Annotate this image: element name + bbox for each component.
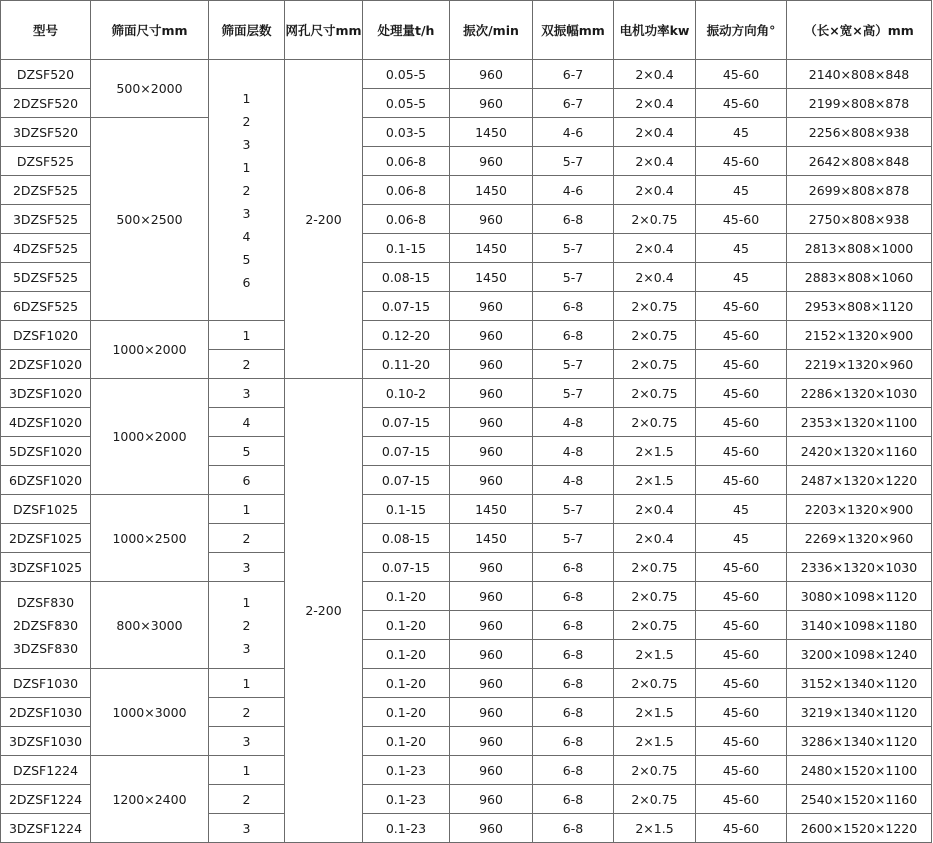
amplitude-cell: 4-8	[533, 466, 614, 495]
capacity-cell: 0.07-15	[363, 408, 450, 437]
model-cell: 5DZSF1020	[1, 437, 91, 466]
amplitude-cell: 5-7	[533, 350, 614, 379]
header-amplitude: 双振幅mm	[533, 1, 614, 60]
frequency-cell: 960	[450, 669, 533, 698]
frequency-cell: 960	[450, 205, 533, 234]
power-cell: 2×0.75	[614, 408, 696, 437]
angle-cell: 45-60	[696, 321, 787, 350]
capacity-cell: 0.1-23	[363, 785, 450, 814]
layers-cell: 3	[209, 553, 285, 582]
angle-cell: 45	[696, 118, 787, 147]
table-row	[1, 379, 932, 408]
frequency-cell: 960	[450, 698, 533, 727]
model-cell: 3DZSF1020	[1, 379, 91, 408]
header-vibration-angle: 振动方向角°	[696, 1, 787, 60]
angle-cell: 45-60	[696, 611, 787, 640]
capacity-cell: 0.1-23	[363, 814, 450, 843]
model-cell: 2DZSF1025	[1, 524, 91, 553]
layer-value: 1	[242, 159, 251, 175]
angle-cell: 45-60	[696, 756, 787, 785]
model-cell: 3DZSF1030	[1, 727, 91, 756]
table-row	[1, 321, 932, 350]
angle-cell: 45-60	[696, 89, 787, 118]
amplitude-cell: 6-8	[533, 321, 614, 350]
layers-cell	[209, 582, 285, 669]
model-value: 2DZSF830	[12, 617, 79, 633]
dimensions-cell: 3140×1098×1180	[787, 611, 932, 640]
amplitude-cell: 5-7	[533, 147, 614, 176]
amplitude-cell: 6-8	[533, 553, 614, 582]
power-cell: 2×0.4	[614, 495, 696, 524]
power-cell: 2×1.5	[614, 640, 696, 669]
power-cell: 2×1.5	[614, 466, 696, 495]
header-dimensions: （长×宽×高）mm	[787, 1, 932, 60]
frequency-cell: 960	[450, 611, 533, 640]
angle-cell: 45-60	[696, 350, 787, 379]
model-cell: DZSF1025	[1, 495, 91, 524]
frequency-cell: 960	[450, 466, 533, 495]
capacity-cell: 0.1-23	[363, 756, 450, 785]
angle-cell: 45	[696, 234, 787, 263]
model-cell	[1, 582, 91, 669]
dimensions-cell: 2883×808×1060	[787, 263, 932, 292]
angle-cell: 45-60	[696, 437, 787, 466]
amplitude-cell: 6-8	[533, 611, 614, 640]
power-cell: 2×0.4	[614, 147, 696, 176]
model-cell: DZSF1020	[1, 321, 91, 350]
frequency-cell: 960	[450, 350, 533, 379]
model-value: 3DZSF830	[12, 640, 79, 656]
amplitude-cell: 4-8	[533, 437, 614, 466]
header-capacity: 处理量t/h	[363, 1, 450, 60]
capacity-cell: 0.1-20	[363, 669, 450, 698]
header-frequency: 振次/min	[450, 1, 533, 60]
dimensions-cell: 3152×1340×1120	[787, 669, 932, 698]
angle-cell: 45-60	[696, 379, 787, 408]
layer-value: 5	[242, 251, 251, 267]
power-cell: 2×0.75	[614, 785, 696, 814]
frequency-cell: 1450	[450, 234, 533, 263]
frequency-cell: 1450	[450, 118, 533, 147]
capacity-cell: 0.08-15	[363, 263, 450, 292]
frequency-cell: 960	[450, 379, 533, 408]
dimensions-cell: 2420×1320×1160	[787, 437, 932, 466]
screen-size-cell: 500×2000	[91, 60, 209, 118]
angle-cell: 45-60	[696, 205, 787, 234]
table-header-row	[1, 1, 932, 60]
model-cell: 3DZSF520	[1, 118, 91, 147]
angle-cell: 45-60	[696, 582, 787, 611]
capacity-cell: 0.07-15	[363, 292, 450, 321]
table-row	[1, 669, 932, 698]
frequency-cell: 1450	[450, 495, 533, 524]
frequency-cell: 960	[450, 553, 533, 582]
amplitude-cell: 6-8	[533, 292, 614, 321]
header-layers: 筛面层数	[209, 1, 285, 60]
amplitude-cell: 5-7	[533, 263, 614, 292]
frequency-cell: 960	[450, 408, 533, 437]
screen-size-cell: 1000×2000	[91, 321, 209, 379]
frequency-cell: 960	[450, 321, 533, 350]
layers-list	[209, 591, 284, 660]
angle-cell: 45	[696, 263, 787, 292]
model-cell: 6DZSF525	[1, 292, 91, 321]
layers-cell: 3	[209, 379, 285, 408]
amplitude-cell: 6-8	[533, 785, 614, 814]
model-cell: 5DZSF525	[1, 263, 91, 292]
model-cell: DZSF520	[1, 60, 91, 89]
dimensions-cell: 2642×808×848	[787, 147, 932, 176]
frequency-cell: 960	[450, 292, 533, 321]
layers-list	[209, 87, 284, 294]
power-cell: 2×0.75	[614, 611, 696, 640]
layers-cell: 1	[209, 669, 285, 698]
angle-cell: 45-60	[696, 814, 787, 843]
screen-size-cell: 500×2500	[91, 118, 209, 321]
mesh-size-cell: 2-200	[285, 60, 363, 379]
angle-cell: 45-60	[696, 669, 787, 698]
power-cell: 2×0.4	[614, 524, 696, 553]
dimensions-cell: 2203×1320×900	[787, 495, 932, 524]
capacity-cell: 0.11-20	[363, 350, 450, 379]
amplitude-cell: 6-8	[533, 640, 614, 669]
layers-cell: 6	[209, 466, 285, 495]
layers-cell: 4	[209, 408, 285, 437]
capacity-cell: 0.1-20	[363, 582, 450, 611]
layer-value: 3	[242, 205, 251, 221]
layers-cell: 1	[209, 495, 285, 524]
capacity-cell: 0.1-20	[363, 611, 450, 640]
power-cell: 2×1.5	[614, 727, 696, 756]
dimensions-cell: 2480×1520×1100	[787, 756, 932, 785]
model-cell: 4DZSF525	[1, 234, 91, 263]
layers-cell: 3	[209, 727, 285, 756]
angle-cell: 45-60	[696, 727, 787, 756]
power-cell: 2×0.75	[614, 379, 696, 408]
capacity-cell: 0.03-5	[363, 118, 450, 147]
header-mesh-size: 网孔尺寸mm	[285, 1, 363, 60]
power-cell: 2×0.75	[614, 292, 696, 321]
power-cell: 2×0.4	[614, 234, 696, 263]
model-cell: 2DZSF1020	[1, 350, 91, 379]
model-value: DZSF830	[16, 594, 75, 610]
table-row	[1, 756, 932, 785]
capacity-cell: 0.1-20	[363, 727, 450, 756]
frequency-cell: 960	[450, 727, 533, 756]
dimensions-cell: 3200×1098×1240	[787, 640, 932, 669]
table-row	[1, 118, 932, 147]
header-screen-size: 筛面尺寸mm	[91, 1, 209, 60]
dimensions-cell: 2353×1320×1100	[787, 408, 932, 437]
capacity-cell: 0.07-15	[363, 553, 450, 582]
model-cell: 3DZSF525	[1, 205, 91, 234]
model-list	[1, 591, 90, 660]
power-cell: 2×0.4	[614, 176, 696, 205]
angle-cell: 45	[696, 176, 787, 205]
model-cell: 6DZSF1020	[1, 466, 91, 495]
power-cell: 2×1.5	[614, 698, 696, 727]
mesh-size-cell: 2-200	[285, 379, 363, 843]
amplitude-cell: 5-7	[533, 495, 614, 524]
frequency-cell: 960	[450, 60, 533, 89]
dimensions-cell: 2750×808×938	[787, 205, 932, 234]
power-cell: 2×1.5	[614, 437, 696, 466]
screen-size-cell: 1000×2500	[91, 495, 209, 582]
dimensions-cell: 2813×808×1000	[787, 234, 932, 263]
frequency-cell: 960	[450, 640, 533, 669]
frequency-cell: 960	[450, 147, 533, 176]
layers-cell: 1	[209, 756, 285, 785]
layers-cell: 2	[209, 350, 285, 379]
frequency-cell: 960	[450, 814, 533, 843]
dimensions-cell: 3080×1098×1120	[787, 582, 932, 611]
amplitude-cell: 6-8	[533, 756, 614, 785]
capacity-cell: 0.07-15	[363, 466, 450, 495]
amplitude-cell: 4-6	[533, 118, 614, 147]
table-row	[1, 495, 932, 524]
capacity-cell: 0.07-15	[363, 437, 450, 466]
power-cell: 2×0.75	[614, 321, 696, 350]
screen-size-cell: 1000×3000	[91, 669, 209, 756]
dimensions-cell: 2953×808×1120	[787, 292, 932, 321]
table-body	[1, 60, 932, 843]
frequency-cell: 960	[450, 89, 533, 118]
angle-cell: 45-60	[696, 640, 787, 669]
angle-cell: 45-60	[696, 147, 787, 176]
capacity-cell: 0.06-8	[363, 205, 450, 234]
model-cell: 4DZSF1020	[1, 408, 91, 437]
amplitude-cell: 6-7	[533, 89, 614, 118]
capacity-cell: 0.1-20	[363, 640, 450, 669]
layer-value: 3	[242, 640, 251, 656]
angle-cell: 45	[696, 495, 787, 524]
amplitude-cell: 6-8	[533, 727, 614, 756]
dimensions-cell: 2219×1320×960	[787, 350, 932, 379]
power-cell: 2×0.75	[614, 205, 696, 234]
model-cell: 2DZSF520	[1, 89, 91, 118]
layers-cell: 1	[209, 321, 285, 350]
power-cell: 2×0.75	[614, 350, 696, 379]
dimensions-cell: 3286×1340×1120	[787, 727, 932, 756]
amplitude-cell: 4-8	[533, 408, 614, 437]
layers-cell: 3	[209, 814, 285, 843]
amplitude-cell: 5-7	[533, 379, 614, 408]
angle-cell: 45-60	[696, 553, 787, 582]
angle-cell: 45-60	[696, 408, 787, 437]
amplitude-cell: 5-7	[533, 234, 614, 263]
frequency-cell: 960	[450, 785, 533, 814]
capacity-cell: 0.05-5	[363, 60, 450, 89]
table-row	[1, 60, 932, 89]
frequency-cell: 1450	[450, 176, 533, 205]
layers-cell: 2	[209, 698, 285, 727]
dimensions-cell: 2286×1320×1030	[787, 379, 932, 408]
dimensions-cell: 2199×808×878	[787, 89, 932, 118]
frequency-cell: 960	[450, 437, 533, 466]
power-cell: 2×0.4	[614, 89, 696, 118]
screen-size-cell: 1000×2000	[91, 379, 209, 495]
layers-cell: 5	[209, 437, 285, 466]
power-cell: 2×1.5	[614, 814, 696, 843]
amplitude-cell: 5-7	[533, 524, 614, 553]
power-cell: 2×0.4	[614, 263, 696, 292]
capacity-cell: 0.10-2	[363, 379, 450, 408]
power-cell: 2×0.75	[614, 756, 696, 785]
model-cell: DZSF1030	[1, 669, 91, 698]
power-cell: 2×0.75	[614, 582, 696, 611]
layer-value: 1	[242, 90, 251, 106]
layers-cell: 2	[209, 785, 285, 814]
layer-value: 4	[242, 228, 251, 244]
model-cell: 2DZSF1224	[1, 785, 91, 814]
power-cell: 2×0.75	[614, 669, 696, 698]
model-cell: DZSF525	[1, 147, 91, 176]
dimensions-cell: 2152×1320×900	[787, 321, 932, 350]
layer-value: 2	[242, 617, 251, 633]
angle-cell: 45	[696, 524, 787, 553]
amplitude-cell: 6-8	[533, 205, 614, 234]
header-model: 型号	[1, 1, 91, 60]
frequency-cell: 960	[450, 582, 533, 611]
amplitude-cell: 6-7	[533, 60, 614, 89]
amplitude-cell: 6-8	[533, 698, 614, 727]
layer-value: 2	[242, 182, 251, 198]
angle-cell: 45-60	[696, 466, 787, 495]
frequency-cell: 1450	[450, 263, 533, 292]
power-cell: 2×0.75	[614, 553, 696, 582]
power-cell: 2×0.4	[614, 118, 696, 147]
screen-size-cell: 1200×2400	[91, 756, 209, 843]
layers-cell: 2	[209, 524, 285, 553]
amplitude-cell: 6-8	[533, 669, 614, 698]
table-row	[1, 582, 932, 611]
layers-cell	[209, 60, 285, 321]
dimensions-cell: 2336×1320×1030	[787, 553, 932, 582]
model-cell: 3DZSF1025	[1, 553, 91, 582]
capacity-cell: 0.1-15	[363, 495, 450, 524]
layer-value: 1	[242, 594, 251, 610]
layer-value: 2	[242, 113, 251, 129]
power-cell: 2×0.4	[614, 60, 696, 89]
frequency-cell: 960	[450, 756, 533, 785]
screen-size-cell: 800×3000	[91, 582, 209, 669]
capacity-cell: 0.06-8	[363, 147, 450, 176]
frequency-cell: 1450	[450, 524, 533, 553]
angle-cell: 45-60	[696, 60, 787, 89]
capacity-cell: 0.1-15	[363, 234, 450, 263]
angle-cell: 45-60	[696, 698, 787, 727]
angle-cell: 45-60	[696, 785, 787, 814]
dimensions-cell: 2600×1520×1220	[787, 814, 932, 843]
capacity-cell: 0.12-20	[363, 321, 450, 350]
model-cell: 2DZSF1030	[1, 698, 91, 727]
dimensions-cell: 2699×808×878	[787, 176, 932, 205]
dimensions-cell: 2540×1520×1160	[787, 785, 932, 814]
layer-value: 3	[242, 136, 251, 152]
capacity-cell: 0.1-20	[363, 698, 450, 727]
dimensions-cell: 2269×1320×960	[787, 524, 932, 553]
amplitude-cell: 6-8	[533, 582, 614, 611]
capacity-cell: 0.06-8	[363, 176, 450, 205]
layer-value: 6	[242, 274, 251, 290]
model-cell: DZSF1224	[1, 756, 91, 785]
dimensions-cell: 2140×808×848	[787, 60, 932, 89]
dimensions-cell: 2256×808×938	[787, 118, 932, 147]
capacity-cell: 0.08-15	[363, 524, 450, 553]
dimensions-cell: 2487×1320×1220	[787, 466, 932, 495]
angle-cell: 45-60	[696, 292, 787, 321]
amplitude-cell: 4-6	[533, 176, 614, 205]
amplitude-cell: 6-8	[533, 814, 614, 843]
model-cell: 3DZSF1224	[1, 814, 91, 843]
dimensions-cell: 3219×1340×1120	[787, 698, 932, 727]
model-cell: 2DZSF525	[1, 176, 91, 205]
capacity-cell: 0.05-5	[363, 89, 450, 118]
header-motor-power: 电机功率kw	[614, 1, 696, 60]
